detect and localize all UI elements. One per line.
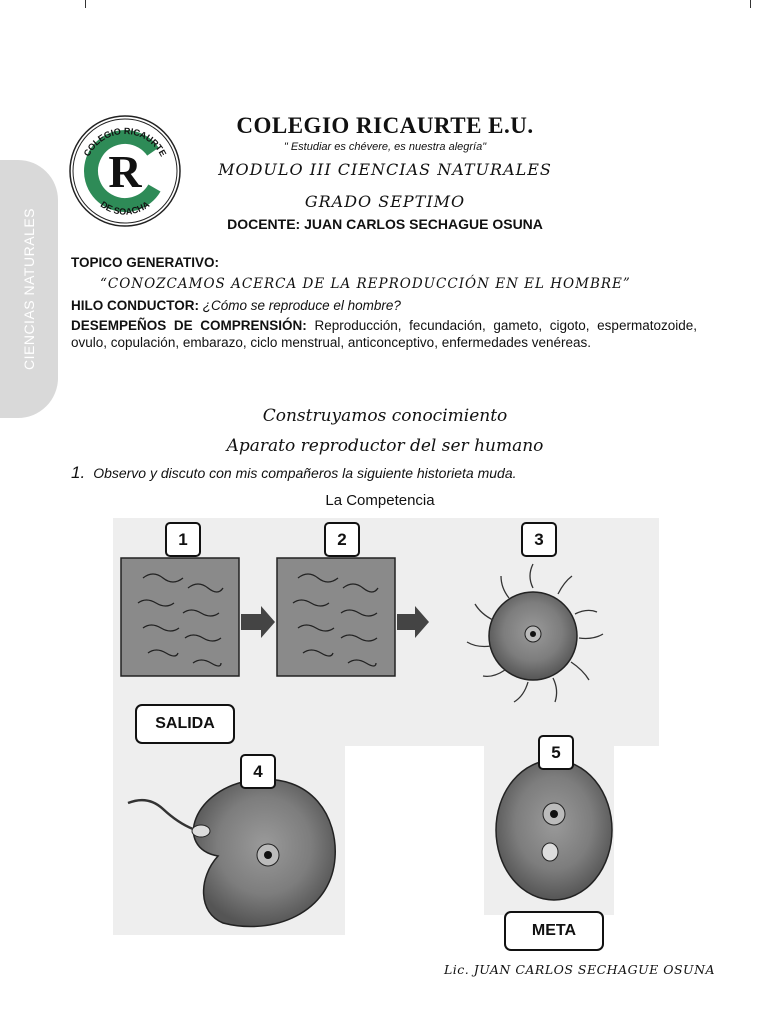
instruction-number: 1. [71, 463, 86, 482]
comic-title: La Competencia [325, 492, 435, 509]
svg-text:DE SOACHA: DE SOACHA [98, 199, 152, 217]
crop-mark [85, 0, 86, 8]
instruction-text: Observo y discuto con mis compañeros la siguiente historieta muda. [93, 465, 517, 481]
sperm-box-2 [277, 558, 395, 676]
panel-number-4: 4 [240, 754, 276, 789]
section-subheading: Aparato reproductor del ser humano [226, 436, 544, 456]
desempenos-text: Reproducción, fecundación, gameto, cigoto, espermatozoide, ovulo, copulación, embarazo, ciclo menstrual, anticonceptivo, enfermedades venéreas. [71, 318, 697, 350]
arrow-right-icon [397, 606, 429, 638]
module-title: MODULO III CIENCIAS NATURALES [218, 160, 552, 179]
arrow-right-icon [241, 606, 275, 638]
panel-number-1: 1 [165, 522, 201, 557]
section-heading: Construyamos conocimiento [262, 406, 508, 426]
hilo-conductor [71, 297, 697, 314]
desempenos [71, 317, 697, 351]
panel-number-3: 3 [521, 522, 557, 557]
author-footer: Lic. JUAN CARLOS SECHAGUE OSUNA [444, 962, 716, 977]
sperm-box-1 [121, 558, 239, 676]
grade-title: GRADO SEPTIMO [304, 192, 466, 211]
school-motto: " Estudiar es chévere, es nuestra alegría" [283, 141, 487, 153]
panel-number-2: 2 [324, 522, 360, 557]
svg-text:R: R [108, 146, 142, 197]
teacher-name: DOCENTE: JUAN CARLOS SECHAGUE OSUNA [227, 216, 543, 232]
desempenos-label: DESEMPEÑOS DE COMPRENSIÓN: [71, 318, 307, 333]
topic-label: TOPICO GENERATIVO: [71, 255, 220, 270]
svg-text:COLEGIO RICAURTE: COLEGIO RICAURTE [81, 125, 169, 159]
instruction [71, 463, 517, 483]
zygote [496, 760, 612, 900]
school-logo [68, 114, 182, 228]
topic-text: “CONOZCAMOS ACERCA DE LA REPRODUCCIÓN EN EL HOMBRE” [100, 276, 631, 292]
side-tab-label: CIENCIAS NATURALES [21, 208, 37, 370]
school-title: COLEGIO RICAURTE E.U. [236, 113, 534, 138]
start-label: SALIDA [135, 704, 235, 744]
hilo-text: ¿Cómo se reproduce el hombre? [202, 298, 401, 313]
panel-number-5: 5 [538, 735, 574, 770]
hilo-label: HILO CONDUCTOR: [71, 298, 199, 313]
end-label: META [504, 911, 604, 951]
crop-mark [750, 0, 751, 8]
